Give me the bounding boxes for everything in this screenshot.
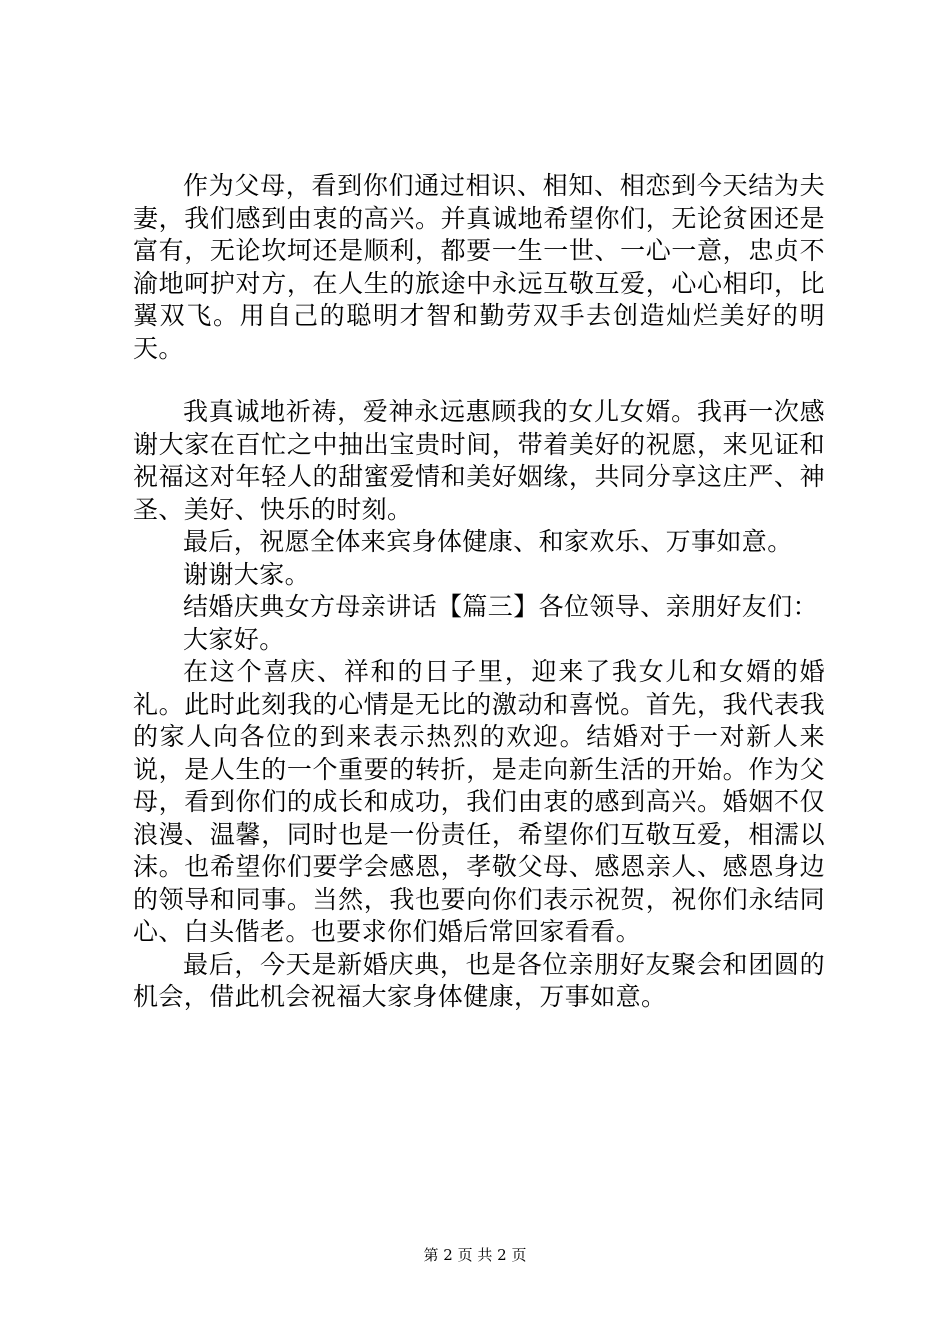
paragraph-closing-wishes: 最后，祝愿全体来宾身体健康、和家欢乐、万事如意。 [183,527,793,556]
paragraph-parents-wishes: 作为父母，看到你们通过相识、相知、相恋到今天结为夫妻，我们感到由衷的高兴。并真诚地希望你们，无论贫困还是富有，无论坎坷还是顺利，都要一生一世、一心一意，忠贞不渝地呵护对方，在人生的旅途中永远互敬互爱，心心相印，比翼双飞。用自己的聪明才智和勤劳双手去创造灿烂美好的明天。 [133,171,825,363]
paragraph-thank-you: 谢谢大家。 [183,559,311,589]
page-number-footer: 第 2 页 共 2 页 [423,1246,527,1264]
paragraph-spacer [133,365,825,396]
paragraph-greeting: 大家好。 [183,624,285,654]
paragraph-final-blessing: 最后，今天是新婚庆典，也是各位亲朋好友聚会和团圆的机会，借此机会祝福大家身体健康，万事如意。 [133,949,825,1011]
paragraph-prayer-thanks: 我真诚地祈祷，爱神永远惠顾我的女儿女婿。我再一次感谢大家在百忙之中抽出宝贵时间，带着美好的祝愿，来见证和祝福这对年轻人的甜蜜爱情和美好姻缘，共同分享这庄严、神圣、美好、快乐的时刻。 [133,397,825,524]
document-body [133,170,825,1014]
paragraph-wedding-speech: 在这个喜庆、祥和的日子里，迎来了我女儿和女婿的婚礼。此时此刻我的心情是无比的激动和喜悦。首先，我代表我的家人向各位的到来表示热烈的欢迎。结婚对于一对新人来说，是人生的一个重要的转折，是走向新生活的开始。作为父母，看到你们的成长和成功，我们由衷的感到高兴。婚姻不仅浪漫、温馨，同时也是一份责任，希望你们互敬互爱，相濡以沫。也希望你们要学会感恩，孝敬父母、感恩亲人、感恩身边的领导和同事。当然，我也要向你们表示祝贺，祝你们永结同心、白头偕老。也要求你们婚后常回家看看。 [133,657,825,946]
section-heading-part-three: 结婚庆典女方母亲讲话【篇三】各位领导、亲朋好友们： [183,592,819,621]
